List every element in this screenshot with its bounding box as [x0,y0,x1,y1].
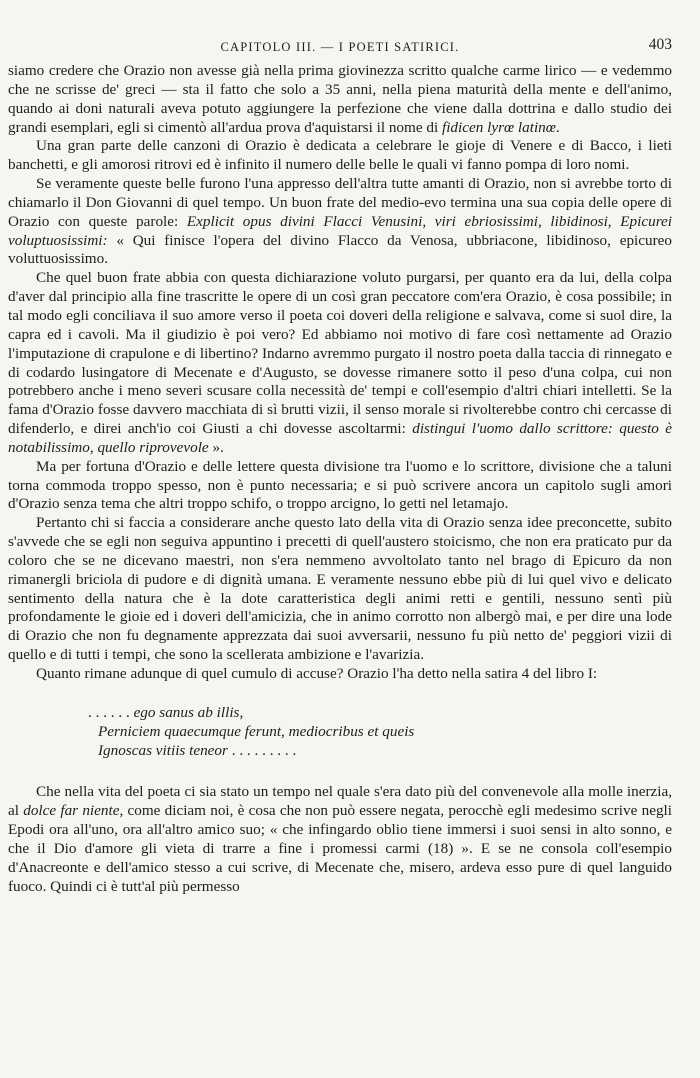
paragraph-4: Che quel buon frate abbia con questa dichiarazione voluto purgarsi, per quanto era da lui, della colpa d'aver dal principio alla fine trascritte le opere di un così gran peccatore com'era Orazio, è cosa possibile; in tal modo egli conciliava il suo amore verso il poeta coi doveri della religione e salvava, come si suol dire, la capra ed i cavoli. Ma il giudizio è poi vero? Ed abbiamo noi motivo di fare così nettamente ad Orazio l'imputazione di crapulone e di libertino? Indarno avremmo purgato il nostro poeta dalla taccia di rinnegato e di codardo lusingatore di Mecenate e d'Augusto, se dovesse rimanere sotto il peso d'una colpa, cui non potrebbero anche i meno severi scusare colla necessità de' tempi e coll'esempio d'altri chiari intelletti. Se la fama d'Orazio fosse davvero macchiata di sì brutti vizii, il senso morale si rivolterebbe contro chi cercasse di difenderlo, e direi anch'io coi Giusti a chi dovesse ascoltarmi: distingui l'uomo dallo scrittore: questo è notabilissimo, quello riprovevole ». [8,269,673,456]
page-number: 403 [648,36,672,53]
paragraph-6: Pertanto chi si faccia a considerare anche questo lato della vita di Orazio senza idee preconcette, subito s'avvede che se egli non seguiva appuntino i precetti di quell'austero stoicismo, che non era praticato pur da coloro che se ne dicevano maestri, non s'era nemmeno avvoltolato tanto nel brago di Epicuro da non rimanergli briciola di pudore e di dignità umana. E veramente nessuno ebbe più di lui quel vivo e delicato sentimento della natura che è la dote caratteristica degli animi retti e gentili, nessuno sentì più profondamente le gioie ed i doveri dell'amicizia, che in animo corrotto non albergò mai, e per dire una lode di Orazio che non fu degnamente apprezzata dai suoi avversarii, nessuno fu più netto de' peggiori vizii di quello e di tutti i tempi, che sono la scellerata ambizione e l'avarizia. [8,514,672,664]
quote-line-2: Perniciem quaecumque ferunt, mediocribus et queis [98,722,415,740]
page-body [8,62,672,896]
quote-line-3: Ignoscas vitiis teneor . . . . . . . . . [98,741,297,759]
paragraph-5: Ma per fortuna d'Orazio e delle lettere questa divisione tra l'uomo e lo scrittore, divisione che a taluni torna commoda troppo spesso, non è punto necessaria; e si può scrivere ancora un capitolo sugli amori d'Orazio senza tema che altri troppo schifo, o troppo arcigno, lo getti nel letamajo. [8,457,672,513]
paragraph-3: Se veramente queste belle furono l'una appresso dell'altra tutte amanti di Orazio, non si avrebbe torto di chiamarlo il Don Giovanni di quel tempo. Un buon frate del medio-evo termina una sua copia delle opere di Orazio con queste parole: Explicit opus divini Flacci Venusini, viri ebriosissimi, libidinosi, Epicurei voluptuosissimi: « Qui finisce l'opera del divino Flacco da Venosa, ubbriacone, libidinoso, epicureo voluttuosissimo. [8,175,673,268]
latin-quotation [88,703,672,761]
paragraph-7: Quanto rimane adunque di quel cumulo di accuse? Orazio l'ha detto nella satira 4 del libro I: [36,665,598,682]
quote-line-1: . . . . . . ego sanus ab illis, [88,703,244,721]
running-head [8,36,672,62]
paragraph-1: siamo credere che Orazio non avesse già nella prima giovinezza scritto qualche carme lirico — e vedemmo che ne scrisse de' greci — sta il fatto che solo a 35 anni, nella piena maturità della mente e dell'animo, quando ai doni naturali aveva potuto aggiungere la perfezione che viene dalla dottrina e dallo studio dei grandi esemplari, egli si cimentò all'ardua prova d'aquistarsi il nome di fidicen lyrœ latinœ. [8,62,672,136]
paragraph-8: Che nella vita del poeta ci sia stato un tempo nel quale s'era dato più del convenevole alla molle inerzia, al dolce far niente, come diciam noi, è cosa che non può essere negata, perocchè egli medesimo scrive negli Epodi ora all'uno, ora all'altro amico suo; « che infingardo oblio tiene immersi i suoi sensi in alto sonno, e che il Dio d'amore gli vieta di trarre a fine i promessi carmi (18) ». E se ne consola coll'esempio d'Anacreonte e dell'amico stesso a cui scrive, di Mecenate che, misero, ardeva esso pure di quel languido fuoco. Quindi ci è tutt'al più permesso [8,783,672,895]
running-title: CAPITOLO III. — I POETI SATIRICI. [220,40,460,54]
paragraph-2: Una gran parte delle canzoni di Orazio è dedicata a celebrare le gioje di Venere e di Bacco, i lieti banchetti, e gli amorosi ritrovi ed è infinito il numero delle belle le quali vi fanno pompa di loro nomi. [8,137,672,174]
